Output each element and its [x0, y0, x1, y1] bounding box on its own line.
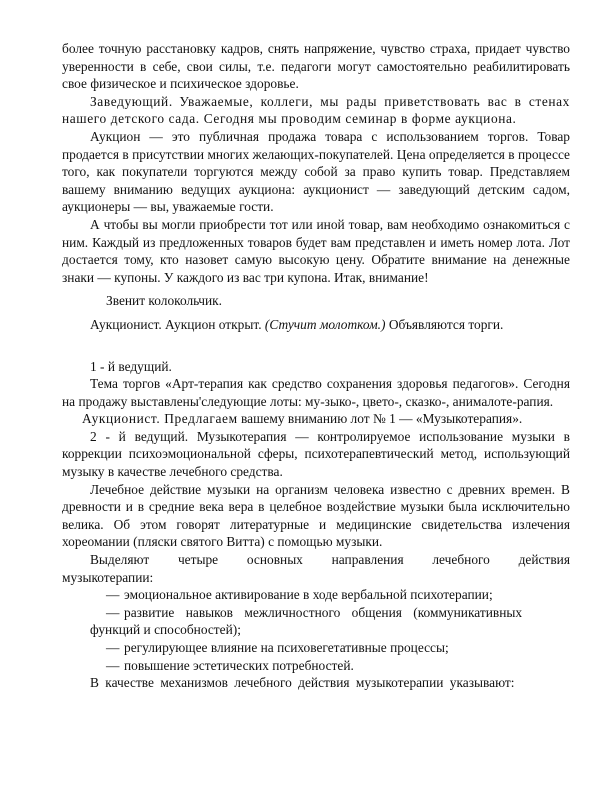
- list-item-continuation: функций и способностей);: [90, 622, 241, 638]
- document-page: [62, 40, 570, 692]
- list-item-text: эмоциональное активирование в ходе вербальной психотерапии;: [124, 587, 493, 603]
- paragraph-intro: более точную расстановку кадров, снять напряжение, чувство страха, придает чувство уверенности в себе, свои силы, т.е. педагоги могут самостоятельно реабилитировать свое физическое и психическое здоровье.: [62, 41, 570, 92]
- lot-1-text: вашему вниманию лот № 1 — «Музыкотерапия».: [241, 411, 523, 427]
- list-item-text: развитие навыков межличностного общения (коммуникативных: [124, 604, 523, 620]
- list-item: [62, 604, 570, 622]
- auctioneer-offer: Аукционист. Предлагаем: [82, 411, 238, 427]
- auction-open-text: Аукционист. Аукцион открыт.: [90, 316, 262, 332]
- stage-direction-bell: Звенит колокольчик.: [106, 293, 223, 309]
- paragraph-healing-history: Лечебное действие музыки на организм человека известно с древних времен. В древности и в средние века вера в целебное воздействие музыки была исключительно велика. Об этом говорят литературные и медицинские свидетельства излечения хореомании (пляски святого Витта) с помощью музыки.: [62, 481, 570, 550]
- paragraph-lot-1: [62, 410, 570, 428]
- paragraph-mechanisms: В качестве механизмов лечебного действия музыкотерапии указывают:: [90, 675, 515, 691]
- paragraph-lead-2: 2 - й ведущий. Музыкотерапия — контролируемое использование музыки в коррекции психоэмоциональной сферы, психотерапевтический метод, использующий музыку в качестве лечебного средства.: [62, 428, 570, 480]
- stage-direction-gavel: (Стучит молотком.): [264, 316, 386, 332]
- auction-bidding-text: Объявляются торги.: [388, 316, 504, 332]
- auction-open-line: [90, 316, 570, 334]
- speaker-label: Заведующий.: [90, 93, 173, 109]
- list-item-text: повышение эстетических потребностей.: [124, 657, 354, 673]
- paragraph-topic: Тема торгов «Арт-терапия как средство сохранения здоровья педагогов». Сегодня на продажу выставлены'следующие лоты: му-зыко-, цвето-, сказко-, анималоте-рапия.: [62, 376, 570, 409]
- dash-marker: —: [106, 657, 120, 673]
- lead-1-label: 1 - й ведущий.: [90, 358, 172, 374]
- list-item: [62, 657, 570, 675]
- paragraph-directions: Выделяют четыре основных направления лечебного действия музыкотерапии:: [62, 552, 570, 585]
- dash-marker: —: [106, 604, 120, 620]
- directions-list: [62, 586, 570, 674]
- paragraph-lots-intro: А чтобы вы могли приобрести тот или иной товар, вам необходимо ознакомиться с ним. Каждый из предложенных товаров будет вам представлен и иметь номер лота. Лот достается тому, кто назовет самую высокую цену. Обратите внимание на денежные знаки — купоны. У каждого из вас три купона. Итак, внимание!: [62, 216, 570, 285]
- dash-marker: —: [106, 587, 120, 603]
- paragraph-greeting: [62, 93, 570, 128]
- dash-marker: —: [106, 640, 120, 655]
- greeting-text: Уважаемые, коллеги, мы рады приветствовать вас в стенах нашего детского сада. Сегодня мы проводим семинар в форме аукциона.: [62, 93, 570, 127]
- list-item-text: регулирующее влияние на психовегетативные процессы;: [124, 640, 449, 655]
- list-item: [62, 586, 570, 604]
- list-item: [62, 639, 570, 657]
- paragraph-auction-definition: Аукцион — это публичная продажа товара с использованием торгов. Товар продается в присутствии многих желающих-покупателей. Цена определяется в процессе того, как покупатели торгуются между собой за право купить товар. Представляем вашему вниманию ведущих аукциона: аукционист — заведующий детским садом, аукционеры — вы, уважаемые гости.: [62, 128, 570, 215]
